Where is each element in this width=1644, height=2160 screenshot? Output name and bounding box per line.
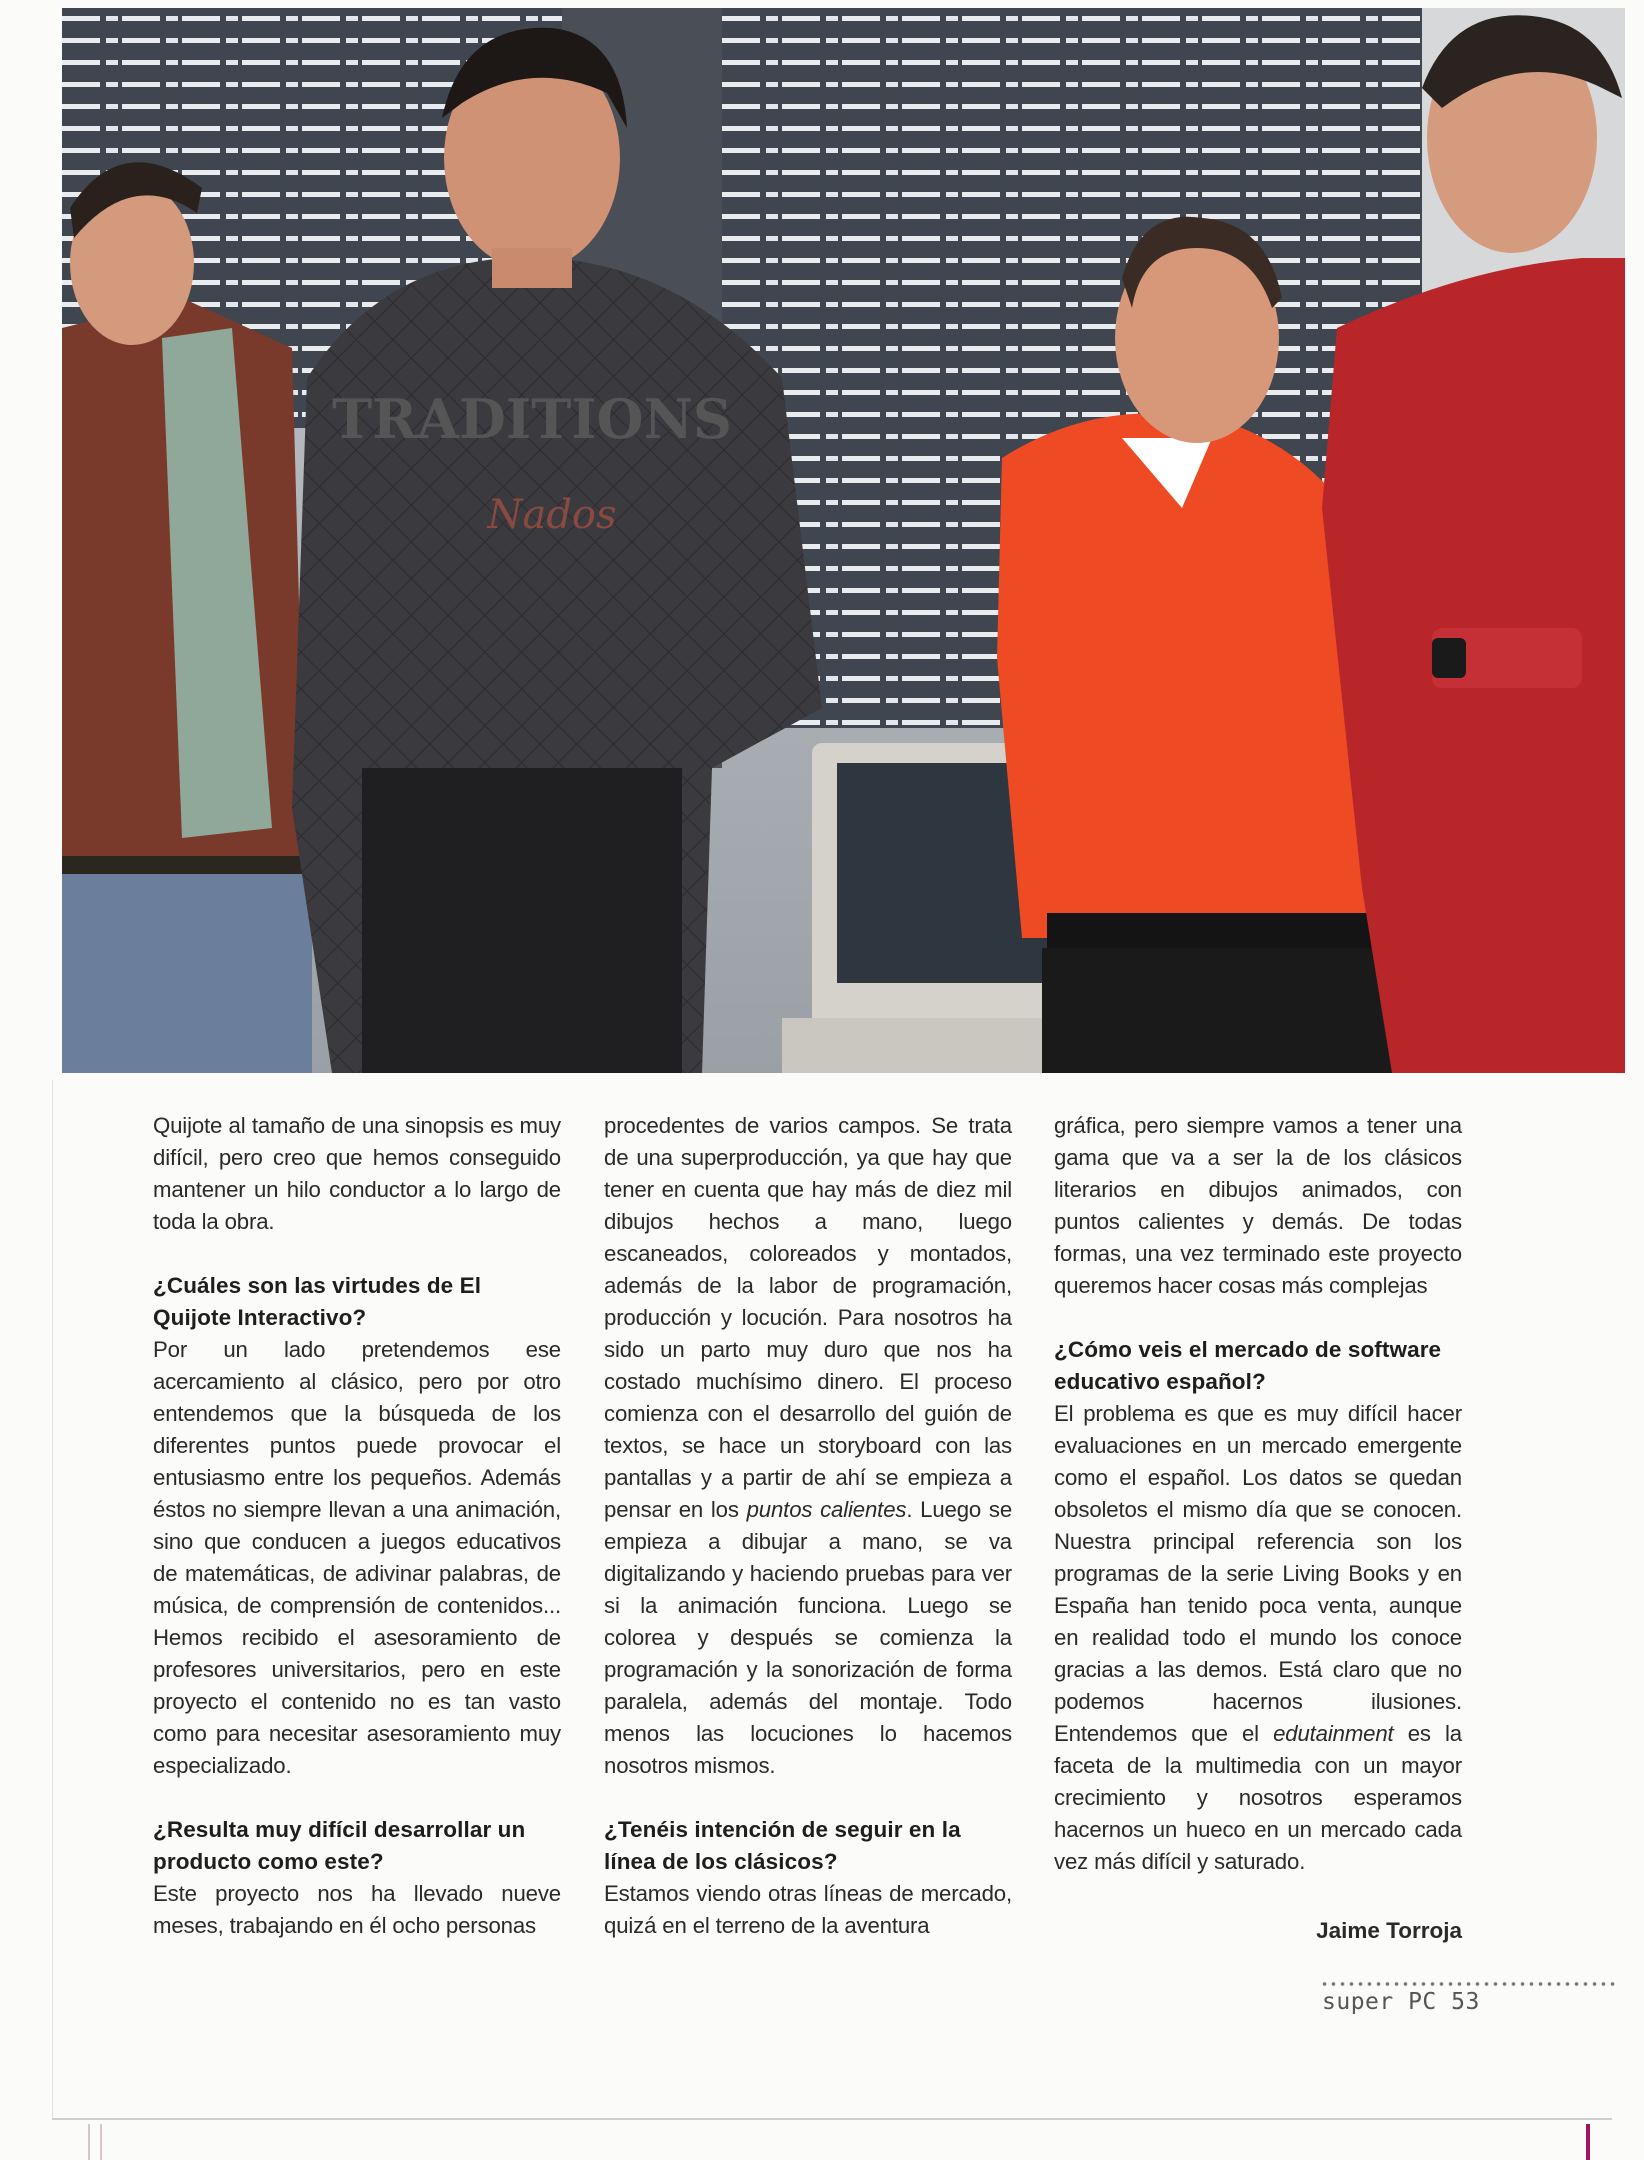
text-run: procedentes de varios campos. Se trata de una superproducción, ya que hay que tener en cuenta que hay más de diez mil dibujos hechos a mano, luego escaneados, coloreados y montados, además de la labor de programación, producción y locución. Para nosotros ha sido un parto muy duro que nos ha costado muchísimo dinero. El proceso comienza con el desarrollo del guión de textos, se hace un storyboard con las pantallas y a partir de ahí se empieza a pensar en los — [604, 1113, 1012, 1522]
question-heading: ¿Tenéis intención de seguir en la línea de los clásicos? — [604, 1817, 961, 1874]
page-edge — [52, 1080, 53, 2120]
paragraph: Por un lado pretendemos ese acercamiento al clásico, pero por otro entendemos que la búsqueda de los diferentes puntos puede provocar el entusiasmo entre los pequeños. Además éstos no siempre llevan a una animación, sino que conducen a juegos educativos de matemáticas, de adivinar palabras, de música, de comprensión de contenidos... Hemos recibido el asesoramiento de profesores universitarios, pero en este proyecto el contenido no es tan vasto como para necesitar asesoramiento muy especializado. — [153, 1337, 561, 1778]
sweater-script: Nados — [487, 492, 617, 538]
page-folio: super PC 53 — [1322, 1989, 1480, 2015]
author-signature: Jaime Torroja — [1316, 1918, 1462, 1943]
text-column-3 — [1054, 1110, 1462, 1878]
crop-mark — [1586, 2124, 1590, 2160]
emphasis: edutainment — [1273, 1721, 1394, 1746]
emphasis: puntos calientes — [746, 1497, 907, 1522]
text-column-2 — [604, 1110, 1012, 1942]
question-heading: ¿Cómo veis el mercado de software educativo español? — [1054, 1337, 1442, 1394]
group-photo-icon — [62, 8, 1625, 1073]
group-photo — [62, 8, 1625, 1073]
text-run: El problema es que es muy difícil hacer evaluaciones en un mercado emergente como el español. Los datos se quedan obsoletos el mismo día que se conocen. Nuestra principal referencia son los programas de la serie Living Books y en España han tenido poca venta, aunque en realidad todo el mundo los conoce gracias a las demos. Está claro que no podemos hacernos ilusiones. Entendemos que el — [1054, 1401, 1462, 1746]
text-column-1 — [153, 1110, 561, 1942]
text-run: es la faceta de la multimedia con un mayor crecimiento y nosotros esperamos hacernos un hueco en un mercado cada vez más difícil y saturado. — [1054, 1721, 1462, 1874]
paragraph — [604, 1110, 1012, 1782]
question-heading: ¿Cuáles son las virtudes de El Quijote Interactivo? — [153, 1273, 482, 1330]
dot-rule — [1320, 1980, 1616, 1988]
paragraph: gráfica, pero siempre vamos a tener una gama que va a ser la de los clásicos literarios en dibujos animados, con puntos calientes y demás. De todas formas, una vez terminado este proyecto queremos hacer cosas más complejas — [1054, 1113, 1462, 1298]
bottom-rule — [52, 2118, 1612, 2120]
crop-mark — [88, 2124, 90, 2160]
paragraph: Estamos viendo otras líneas de mercado, quizá en el terreno de la aventura — [604, 1881, 1012, 1938]
paragraph: Este proyecto nos ha llevado nueve meses, trabajando en él ocho personas — [153, 1881, 561, 1938]
text-run: . Luego se empieza a dibujar a mano, se va digitalizando y haciendo pruebas para ver si la animación funciona. Luego se colorea y después se comienza la programación y la sonorización de forma paralela, además del montaje. Todo menos las locuciones lo hacemos nosotros mismos. — [604, 1497, 1013, 1778]
paragraph: Quijote al tamaño de una sinopsis es muy difícil, pero creo que hemos conseguido mantener un hilo conductor a lo largo de toda la obra. — [153, 1113, 561, 1234]
question-heading: ¿Resulta muy difícil desarrollar un producto como este? — [153, 1817, 526, 1874]
sweater-print: TRADITIONS — [332, 387, 732, 451]
crop-mark — [100, 2124, 102, 2160]
paragraph — [1054, 1398, 1462, 1878]
